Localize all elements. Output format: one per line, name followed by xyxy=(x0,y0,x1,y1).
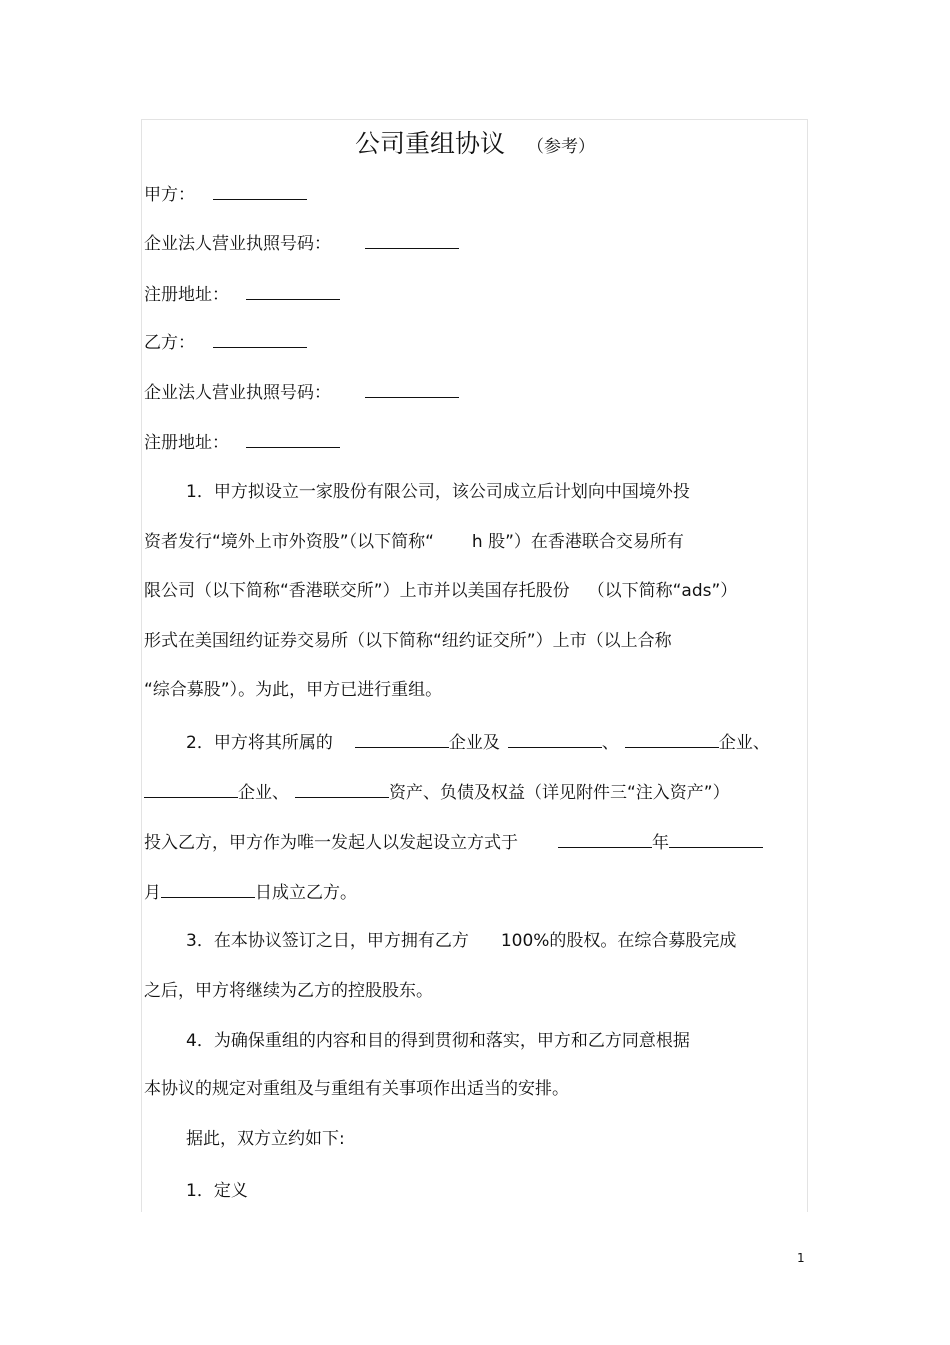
party-b-address-label: 注册地址： xyxy=(144,433,229,453)
para2-line1-part4: 企业、 xyxy=(718,733,770,753)
party-a-line xyxy=(144,181,307,207)
para2-blank-2 xyxy=(508,729,602,748)
para4-line1: 4．为确保重组的内容和目的得到贯彻和落实，甲方和乙方同意根据 xyxy=(186,1031,690,1051)
party-b-line xyxy=(144,329,307,355)
para2-blank-5 xyxy=(295,779,389,798)
party-a-license-blank xyxy=(365,230,459,249)
section1-heading: 1．定义 xyxy=(186,1181,248,1201)
para2-line2-part1: 企业、 xyxy=(238,783,289,803)
para2-line4 xyxy=(144,879,357,905)
party-b-name-blank xyxy=(213,329,307,348)
para2-line3 xyxy=(144,829,763,855)
para3-line1-part1: 3．在本协议签订之日，甲方拥有乙方 xyxy=(186,931,469,951)
para2-line1-part1: 2．甲方将其所属的 xyxy=(186,733,333,753)
para2-blank-month-value xyxy=(669,829,763,848)
para1-line3-part2: （以下简称“ads”） xyxy=(587,581,738,601)
title-note: （参考） xyxy=(527,137,595,157)
para2-line3-part2: 年 xyxy=(652,833,669,853)
party-a-address-label: 注册地址： xyxy=(144,285,229,305)
para1-line4: 形式在美国纽约证券交易所（以下简称“纽约证交所”）上市（以上合称 xyxy=(144,631,672,651)
page-number: 1 xyxy=(797,1251,805,1265)
document-title xyxy=(0,124,950,160)
para3-line1 xyxy=(186,929,736,953)
para2-blank-1 xyxy=(355,729,449,748)
party-b-address-line xyxy=(144,429,340,455)
para1-line3 xyxy=(144,579,737,603)
para1-line2-part2: h 股”）在香港联合交易所有 xyxy=(471,532,684,552)
para2-line2 xyxy=(144,779,730,805)
para2-line1-part2: 企业及 xyxy=(448,733,500,753)
para1-line3-part1: 限公司（以下简称“香港联交所”）上市并以美国存托股份 xyxy=(144,581,570,601)
para2-blank-3 xyxy=(625,729,719,748)
party-a-address-line xyxy=(144,281,340,307)
para2-line3-part1: 投入乙方，甲方作为唯一发起人以发起设立方式于 xyxy=(144,833,518,853)
party-a-address-blank xyxy=(246,281,340,300)
agreement-intro: 据此，双方立约如下: xyxy=(186,1129,345,1149)
party-b-license-blank xyxy=(365,379,459,398)
para1-line5: “综合募股”）。为此，甲方已进行重组。 xyxy=(144,680,443,700)
party-a-license-label: 企业法人营业执照号码： xyxy=(144,234,331,254)
para2-line1-part3: 、 xyxy=(601,733,619,753)
para1-line2-part1: 资者发行“境外上市外资股”（以下简称“ xyxy=(144,532,434,552)
para2-line1 xyxy=(186,729,770,755)
para2-blank-day xyxy=(161,879,255,898)
para1-line2 xyxy=(144,530,684,554)
party-b-address-blank xyxy=(246,429,340,448)
para2-line4-part2: 日成立乙方。 xyxy=(255,883,357,903)
para2-blank-year xyxy=(558,829,652,848)
para3-line1-part2: 100%的股权。在综合募股完成 xyxy=(500,931,737,951)
para2-line4-part1: 月 xyxy=(144,883,161,903)
para1-line1: 1．甲方拟设立一家股份有限公司，该公司成立后计划向中国境外投 xyxy=(186,482,690,502)
para4-line2: 本协议的规定对重组及与重组有关事项作出适当的安排。 xyxy=(144,1079,569,1099)
para2-line2-part2: 资产、负债及权益（详见附件三“注入资产”） xyxy=(389,783,730,803)
title-text: 公司重组协议 xyxy=(354,129,505,158)
party-b-license-label: 企业法人营业执照号码： xyxy=(144,383,331,403)
party-b-license-line xyxy=(144,379,459,405)
party-a-license-line xyxy=(144,230,459,256)
para2-blank-4 xyxy=(144,779,238,798)
party-b-label: 乙方： xyxy=(144,333,195,353)
para3-line2: 之后，甲方将继续为乙方的控股股东。 xyxy=(144,981,433,1001)
party-a-name-blank xyxy=(213,181,307,200)
party-a-label: 甲方： xyxy=(144,185,195,205)
